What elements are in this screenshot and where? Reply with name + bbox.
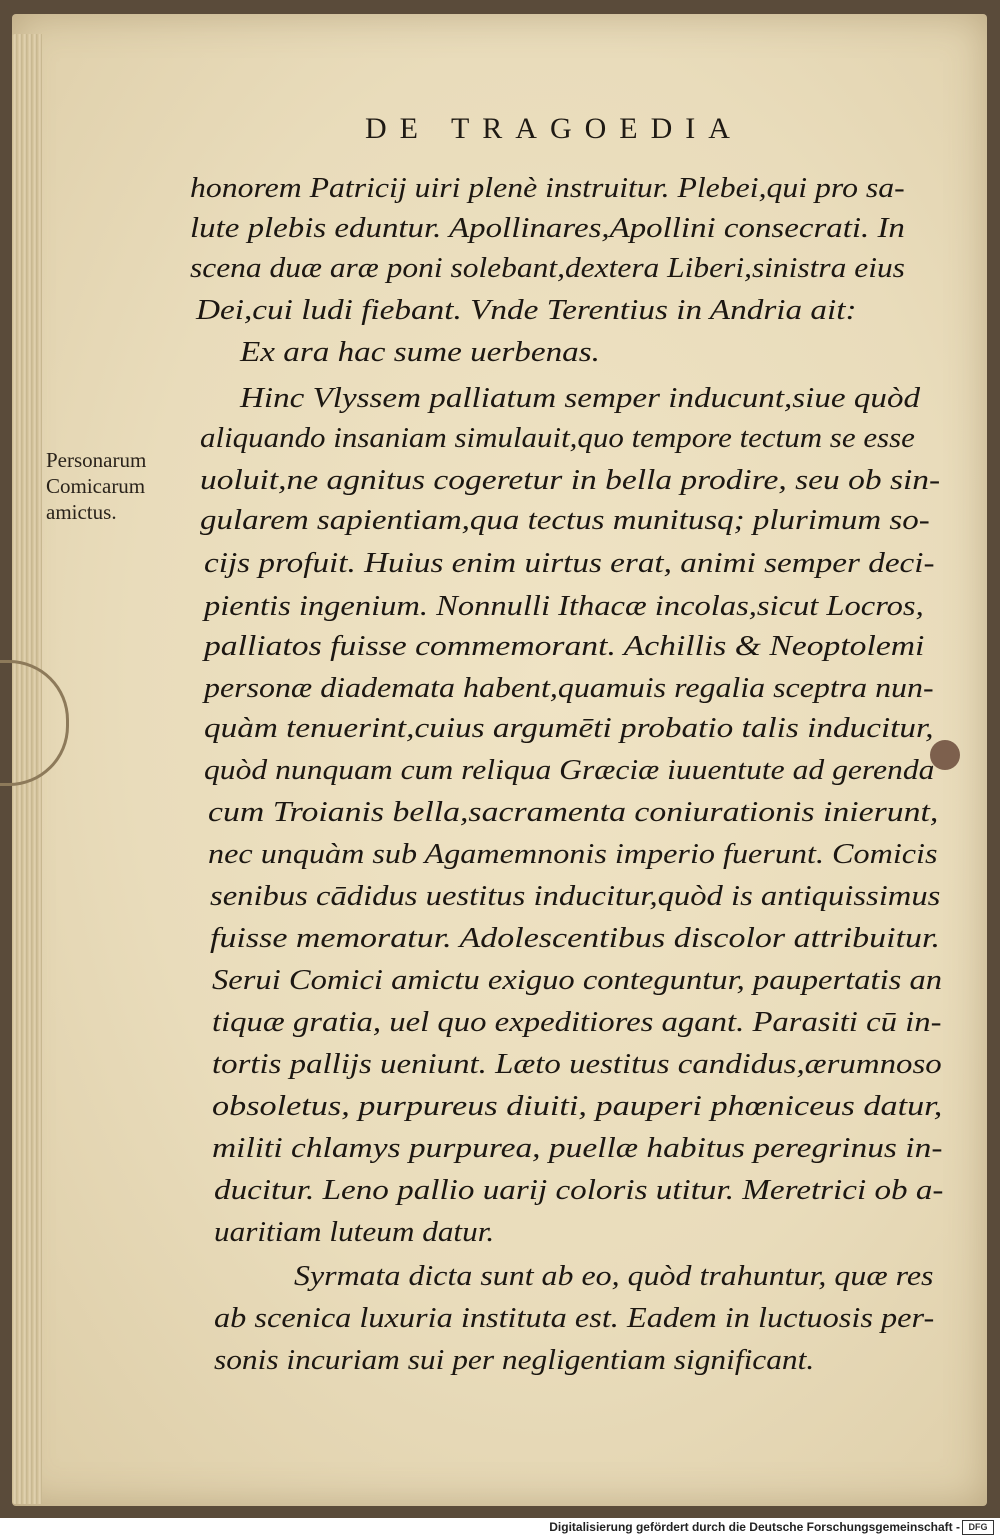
text-line: aliquando insaniam simulauit,quo tempore tectum se esse	[200, 422, 915, 454]
text-line: quòd nunquam cum reliqua Græciæ iuuentute ad gerenda	[204, 754, 935, 786]
text-line: Dei,cui ludi fiebant. Vnde Terentius in Andria ait:	[196, 294, 857, 326]
text-line: militi chlamys purpurea, puellæ habitus peregrinus in-	[212, 1132, 943, 1164]
text-line: uoluit,ne agnitus cogeretur in bella prodire, seu ob sin-	[200, 464, 941, 496]
running-header: DE TRAGOEDIA	[365, 112, 743, 145]
text-line: quàm tenuerint,cuius argumēti probatio talis inducitur,	[204, 712, 934, 744]
text-line: uaritiam luteum datur.	[214, 1216, 495, 1248]
text-line: nec unquàm sub Agamemnonis imperio fuerunt. Comicis	[208, 838, 938, 870]
dfg-logo: DFG	[962, 1520, 994, 1535]
text-line: Syrmata dicta sunt ab eo, quòd trahuntur, quæ res	[294, 1260, 934, 1292]
margin-note-line: amictus.	[46, 500, 117, 524]
text-line: sonis incuriam sui per negligentiam significant.	[214, 1344, 815, 1376]
text-line: Serui Comici amictu exiguo conteguntur, paupertatis an	[212, 964, 943, 996]
text-line: fuisse memoratur. Adolescentibus discolor attribuitur.	[210, 922, 940, 954]
text-line: gularem sapientiam,qua tectus munitusq; plurimum so-	[200, 504, 930, 536]
text-line: obsoletus, purpureus diuiti, pauperi phœniceus datur,	[212, 1090, 943, 1122]
margin-note-line: Comicarum	[46, 474, 146, 498]
text-line: ab scenica luxuria instituta est. Eadem in luctuosis per-	[214, 1302, 935, 1334]
text-line: lute plebis eduntur. Apollinares,Apollini consecrati. In	[190, 212, 905, 244]
text-line: ducitur. Leno pallio uarij coloris utitur. Meretrici ob a-	[214, 1174, 944, 1206]
text-line: Hinc Vlyssem palliatum semper inducunt,siue quòd	[240, 382, 921, 414]
text-line: cijs profuit. Huius enim uirtus erat, animi semper deci-	[204, 547, 935, 579]
text-line: tortis pallijs ueniunt. Læto uestitus candidus,ærumnoso	[212, 1048, 942, 1080]
text-line: tiquæ gratia, uel quo expeditiores agant. Parasiti cū in-	[212, 1006, 942, 1038]
text-line: pientis ingenium. Nonnulli Ithacæ incolas,sicut Locros,	[204, 590, 924, 622]
text-line: scena duæ aræ poni solebant,dextera Liberi,sinistra eius	[190, 252, 905, 284]
text-line: senibus cādidus uestitus inducitur,quòd is antiquissimus	[210, 880, 941, 912]
margin-note-line: Personarum	[46, 448, 147, 472]
text-line: cum Troianis bella,sacramenta coniurationis inierunt,	[208, 796, 939, 828]
text-line: personæ diademata habent,quamuis regalia sceptra nun-	[204, 672, 934, 704]
footer-credit: Digitalisierung gefördert durch die Deutsche Forschungsgemeinschaft -	[549, 1520, 960, 1534]
ink-stain	[930, 740, 960, 770]
text-line: honorem Patricij uiri plenè instruitur. Plebei,qui pro sa-	[190, 172, 905, 204]
text-line: palliatos fuisse commemorant. Achillis & Neoptolemi	[204, 630, 925, 662]
text-line: Ex ara hac sume uerbenas.	[240, 336, 600, 368]
